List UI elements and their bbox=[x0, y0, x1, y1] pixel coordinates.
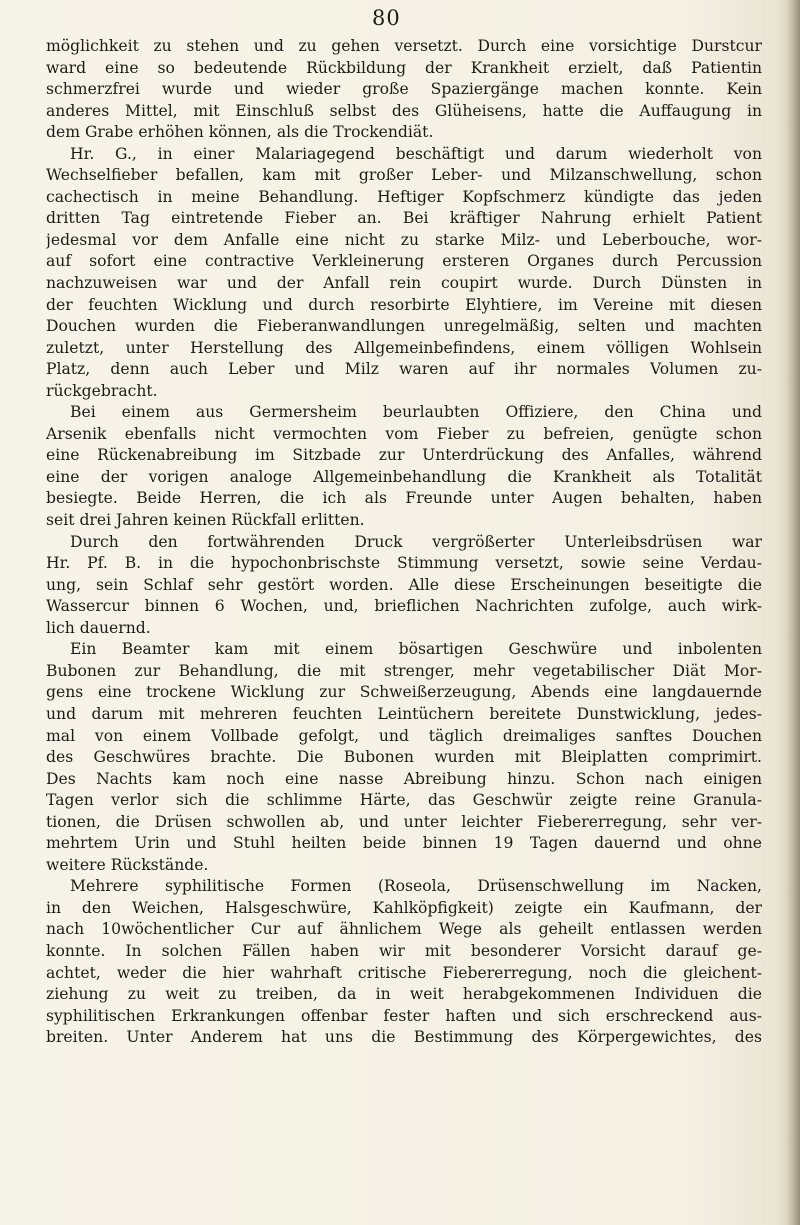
text-line: Des Nachts kam noch eine nasse Abreibung hinzu. Schon nach einigen bbox=[46, 769, 762, 788]
text-line: möglichkeit zu stehen und zu gehen versetzt. Durch eine vorsichtige Durstcur bbox=[46, 37, 762, 55]
text-line: achtet, weder die hier wahrhaft critische Fiebererregung, noch die gleichent- bbox=[46, 963, 762, 982]
text-line: Douchen wurden die Fieberanwandlungen unregelmäßig, selten und machten bbox=[46, 317, 762, 336]
text-line: Hr. G., in einer Malariagegend beschäftigt und darum wiederholt von bbox=[70, 144, 762, 163]
text-line: nach 10wöchentlicher Cur auf ähnlichem Wege als geheilt entlassen werden bbox=[46, 920, 762, 939]
text-line: seit drei Jahren keinen Rückfall erlitten. bbox=[46, 511, 365, 530]
text-line: ung, sein Schlaf sehr gestört worden. Alle diese Erscheinungen beseitigte die bbox=[46, 575, 762, 594]
text-line: Wechselfieber befallen, kam mit großer Leber- und Milzanschwellung, schon bbox=[46, 166, 762, 185]
page-number: 80 bbox=[372, 6, 401, 30]
body-text bbox=[46, 36, 762, 1049]
text-line: breiten. Unter Anderem hat uns die Bestimmung des Körpergewichtes, des bbox=[46, 1028, 762, 1047]
text-line: dem Grabe erhöhen können, als die Trockendiät. bbox=[46, 123, 434, 142]
text-line: syphilitischen Erkrankungen offenbar fester haften und sich erschreckend aus- bbox=[46, 1006, 762, 1025]
text-line: zuletzt, unter Herstellung des Allgemeinbefindens, einem völligen Wohlsein bbox=[46, 338, 762, 357]
text-line: Hr. Pf. B. in die hypochonbrischste Stimmung versetzt, sowie seine Verdau- bbox=[46, 554, 762, 573]
text-line: schmerzfrei wurde und wieder große Spaziergänge machen konnte. Kein bbox=[46, 80, 762, 99]
text-line: mehrtem Urin und Stuhl heilten beide binnen 19 Tagen dauernd und ohne bbox=[46, 834, 762, 853]
text-line: weitere Rückstände. bbox=[46, 855, 209, 874]
text-line: Bubonen zur Behandlung, die mit strenger, mehr vegetabilischer Diät Mor- bbox=[46, 661, 762, 680]
text-line: rückgebracht. bbox=[46, 381, 158, 400]
text-line: mal von einem Vollbade gefolgt, und täglich dreimaliges sanftes Douchen bbox=[46, 726, 762, 745]
text-line: Platz, denn auch Leber und Milz waren auf ihr normales Volumen zu- bbox=[46, 360, 762, 379]
text-line: des Geschwüres brachte. Die Bubonen wurden mit Bleiplatten comprimirt. bbox=[46, 748, 762, 767]
text-line: Arsenik ebenfalls nicht vermochten vom Fieber zu befreien, genügte schon bbox=[46, 424, 762, 443]
text-line: jedesmal vor dem Anfalle eine nicht zu starke Milz- und Leberbouche, wor- bbox=[46, 230, 762, 249]
text-line: besiegte. Beide Herren, die ich als Freunde unter Augen behalten, haben bbox=[46, 489, 762, 508]
text-line: Wassercur binnen 6 Wochen, und, brieflichen Nachrichten zufolge, auch wirk- bbox=[46, 597, 762, 616]
text-line: in den Weichen, Halsgeschwüre, Kahlköpfigkeit) zeigte ein Kaufmann, der bbox=[46, 898, 762, 917]
page-spine-shadow bbox=[786, 0, 800, 1225]
text-line: auf sofort eine contractive Verkleinerung ersteren Organes durch Percussion bbox=[46, 252, 762, 271]
text-line: Mehrere syphilitische Formen (Roseola, Drüsenschwellung im Nacken, bbox=[70, 877, 762, 896]
text-line: dritten Tag eintretende Fieber an. Bei kräftiger Nahrung erhielt Patient bbox=[46, 209, 762, 228]
text-line: Durch den fortwährenden Druck vergrößerter Unterleibsdrüsen war bbox=[70, 532, 762, 551]
text-line: der feuchten Wicklung und durch resorbirte Elyhtiere, im Vereine mit diesen bbox=[46, 295, 762, 314]
text-line: cachectisch in meine Behandlung. Heftiger Kopfschmerz kündigte das jeden bbox=[46, 187, 762, 206]
text-line: anderes Mittel, mit Einschluß selbst des Glüheisens, hatte die Auffaugung in bbox=[46, 101, 762, 120]
text-line: und darum mit mehreren feuchten Leintüchern bereitete Dunstwicklung, jedes- bbox=[46, 704, 762, 723]
text-line: nachzuweisen war und der Anfall rein coupirt wurde. Durch Dünsten in bbox=[46, 274, 762, 293]
text-line: eine der vorigen analoge Allgemeinbehandlung die Krankheit als Totalität bbox=[46, 467, 762, 486]
text-line: Tagen verlor sich die schlimme Härte, das Geschwür zeigte reine Granula- bbox=[46, 791, 762, 810]
text-line: eine Rückenabreibung im Sitzbade zur Unterdrückung des Anfalles, während bbox=[46, 446, 762, 465]
text-line: Ein Beamter kam mit einem bösartigen Geschwüre und inbolenten bbox=[70, 640, 762, 659]
text-line: tionen, die Drüsen schwollen ab, und unter leichter Fiebererregung, sehr ver- bbox=[46, 812, 762, 831]
text-line: konnte. In solchen Fällen haben wir mit besonderer Vorsicht darauf ge- bbox=[46, 941, 762, 960]
text-line: ziehung zu weit zu treiben, da in weit herabgekommenen Individuen die bbox=[46, 985, 762, 1004]
text-line: ward eine so bedeutende Rückbildung der Krankheit erzielt, daß Patientin bbox=[46, 58, 762, 77]
text-line: Bei einem aus Germersheim beurlaubten Offiziere, den China und bbox=[70, 403, 762, 422]
text-line: lich dauernd. bbox=[46, 618, 151, 637]
text-line: gens eine trockene Wicklung zur Schweißerzeugung, Abends eine langdauernde bbox=[46, 683, 762, 702]
